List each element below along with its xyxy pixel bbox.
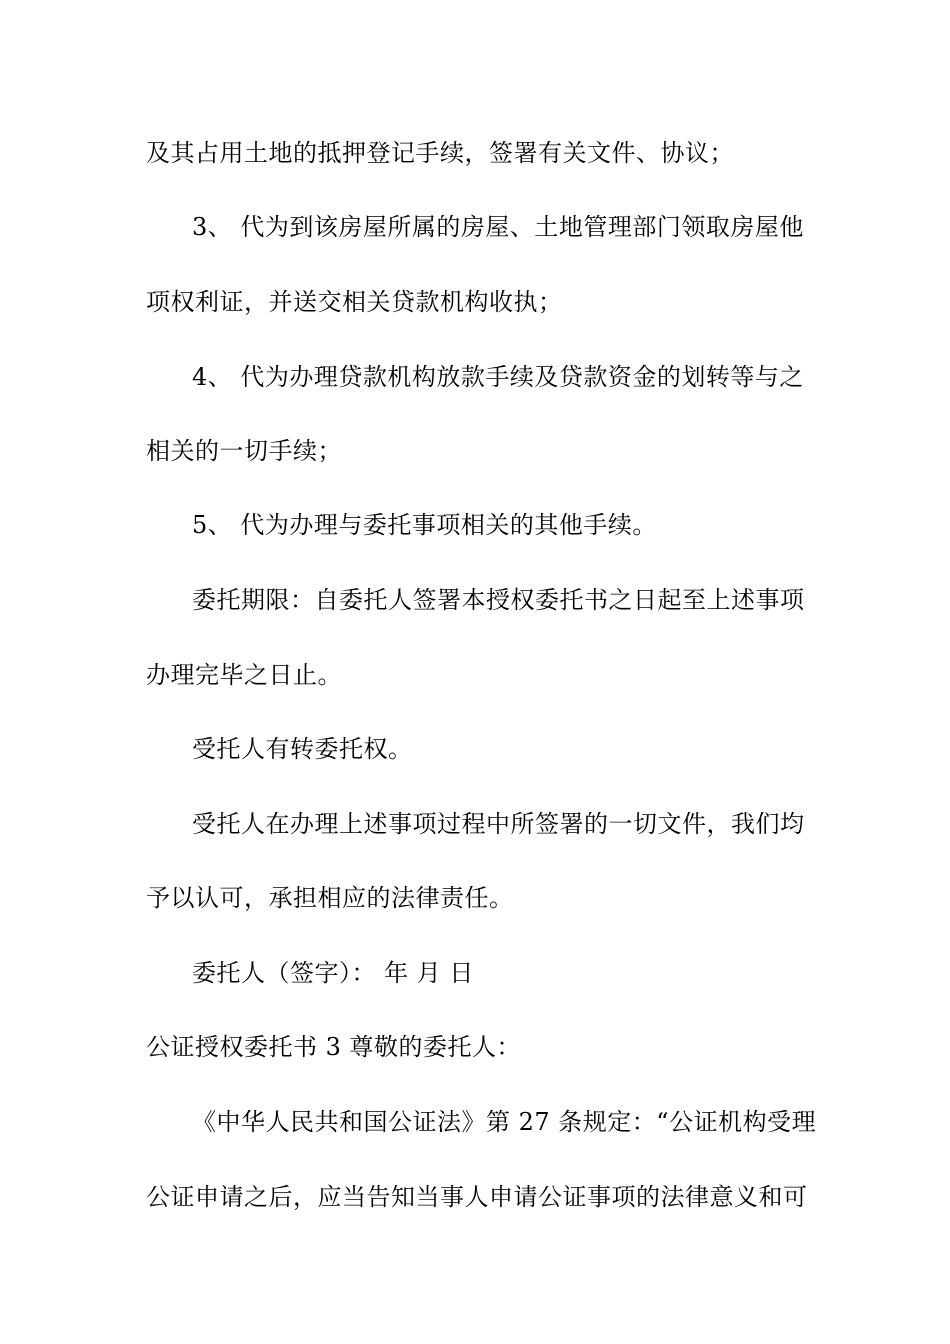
text-line-14: 《中华人民共和国公证法》第 27 条规定：“公证机构受理 [192, 1108, 817, 1136]
text-line-12: 委托人（签字）： 年 月 日 [192, 959, 474, 987]
text-line-2: 3、 代为到该房屋所属的房屋、土地管理部门领取房屋他 [192, 213, 804, 241]
text-line-6: 5、 代为办理与委托事项相关的其他手续。 [192, 511, 657, 539]
text-line-7: 委托期限：自委托人签署本授权委托书之日起至上述事项 [192, 586, 805, 614]
text-line-1: 及其占用土地的抵押登记手续，签署有关文件、协议； [146, 139, 734, 167]
text-line-15: 公证申请之后，应当告知当事人申请公证事项的法律意义和可 [146, 1183, 808, 1211]
text-line-5: 相关的一切手续； [146, 437, 342, 465]
text-line-8: 办理完毕之日止。 [146, 661, 342, 689]
text-line-13: 公证授权委托书 3 尊敬的委托人： [146, 1033, 522, 1061]
text-line-11: 予以认可，承担相应的法律责任。 [146, 884, 514, 912]
text-line-4: 4、 代为办理贷款机构放款手续及贷款资金的划转等与之 [192, 363, 804, 391]
text-line-10: 受托人在办理上述事项过程中所签署的一切文件，我们均 [192, 810, 805, 838]
text-line-3: 项权利证，并送交相关贷款机构收执； [146, 288, 563, 316]
text-line-9: 受托人有转委托权。 [192, 735, 413, 763]
